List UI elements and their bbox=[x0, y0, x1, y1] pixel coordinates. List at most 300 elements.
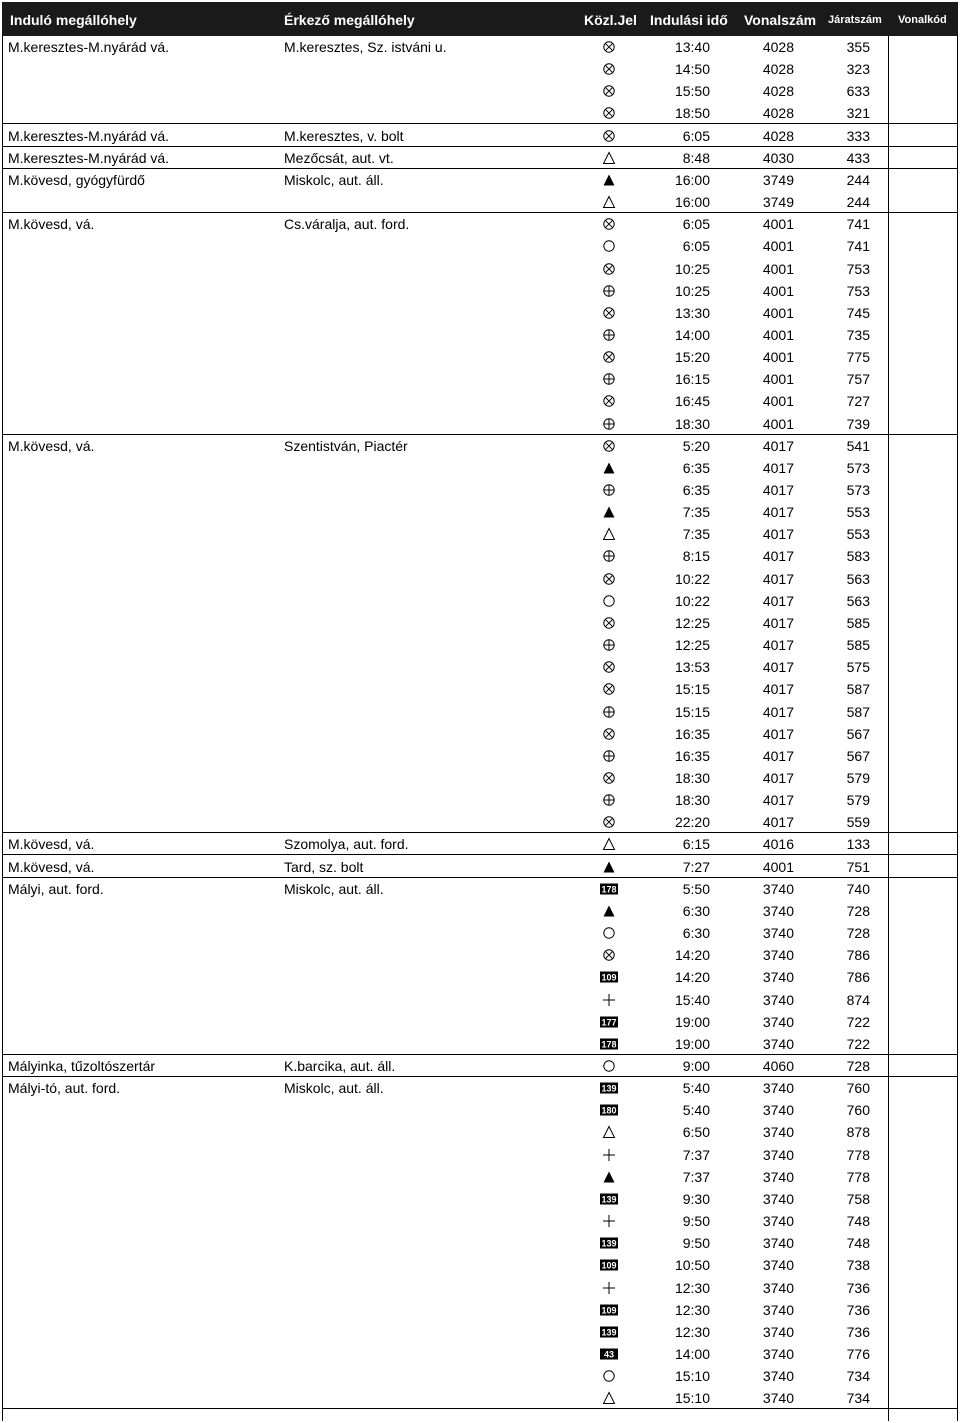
table-row bbox=[0, 767, 960, 789]
departure-time: 12:25 bbox=[674, 614, 710, 631]
trip-number: 559 bbox=[846, 814, 870, 831]
route-number: 4001 bbox=[762, 415, 794, 432]
route-number: 4001 bbox=[762, 858, 794, 875]
departure-time: 16:35 bbox=[674, 725, 710, 742]
table-header bbox=[2, 2, 958, 36]
table-row bbox=[0, 169, 960, 191]
route-number: 4001 bbox=[762, 349, 794, 366]
header-time: Indulási idő bbox=[650, 12, 728, 28]
svg-text:109: 109 bbox=[601, 1305, 617, 1316]
trip-number: 776 bbox=[846, 1345, 870, 1362]
trip-number: 573 bbox=[846, 459, 870, 476]
x-circle-icon bbox=[598, 659, 620, 675]
route-number: 3749 bbox=[762, 194, 794, 211]
trip-number: 736 bbox=[846, 1323, 870, 1340]
departure-time: 18:30 bbox=[674, 415, 710, 432]
departure-time: 10:50 bbox=[674, 1257, 710, 1274]
trip-number: 753 bbox=[846, 282, 870, 299]
table-row bbox=[0, 479, 960, 501]
trip-number: 760 bbox=[846, 1080, 870, 1097]
table-row bbox=[0, 833, 960, 855]
departure-time: 5:50 bbox=[682, 880, 710, 897]
departure-time: 5:20 bbox=[682, 437, 710, 454]
trip-number: 355 bbox=[846, 39, 870, 55]
table-row bbox=[0, 612, 960, 634]
departure-time: 6:50 bbox=[682, 1124, 710, 1141]
trip-number: 587 bbox=[846, 681, 870, 698]
trip-number: 736 bbox=[846, 1279, 870, 1296]
triangle-open-icon bbox=[598, 194, 620, 210]
departure-time: 14:50 bbox=[674, 61, 710, 78]
route-number: 3740 bbox=[762, 1168, 794, 1185]
trip-number: 778 bbox=[846, 1146, 870, 1163]
trip-number: 727 bbox=[846, 393, 870, 410]
x-circle-icon bbox=[598, 61, 620, 77]
table-row bbox=[0, 147, 960, 169]
departure-time: 5:40 bbox=[682, 1102, 710, 1119]
arrival-stop: Mezőcsát, aut. vt. bbox=[284, 149, 394, 166]
table-row bbox=[0, 390, 960, 412]
trip-number: 541 bbox=[846, 437, 870, 454]
trip-number: 748 bbox=[846, 1235, 870, 1252]
x-circle-icon bbox=[598, 615, 620, 631]
trip-number: 757 bbox=[846, 371, 870, 388]
route-number: 3740 bbox=[762, 1124, 794, 1141]
departure-time: 14:20 bbox=[674, 947, 710, 964]
departure-time: 7:35 bbox=[682, 504, 710, 521]
route-number: 3740 bbox=[762, 880, 794, 897]
table-row bbox=[0, 568, 960, 590]
departure-time: 9:30 bbox=[682, 1190, 710, 1207]
trip-number: 579 bbox=[846, 792, 870, 809]
route-number: 3740 bbox=[762, 1390, 794, 1407]
route-number: 3740 bbox=[762, 1323, 794, 1340]
table-row bbox=[0, 191, 960, 213]
table-row bbox=[0, 501, 960, 523]
departure-time: 8:15 bbox=[682, 548, 710, 565]
arrival-stop: Cs.váralja, aut. ford. bbox=[284, 216, 410, 233]
departure-stop: M.keresztes-M.nyárád vá. bbox=[8, 127, 170, 144]
trip-number: 740 bbox=[846, 880, 870, 897]
circle-icon bbox=[598, 925, 620, 941]
trip-number: 778 bbox=[846, 1168, 870, 1185]
table-row bbox=[0, 1077, 960, 1099]
circle-icon bbox=[598, 593, 620, 609]
triangle-open-icon bbox=[598, 526, 620, 542]
route-number: 4028 bbox=[762, 83, 794, 100]
departure-time: 10:22 bbox=[674, 570, 710, 587]
table-row bbox=[0, 634, 960, 656]
trip-number: 633 bbox=[846, 83, 870, 100]
departure-time: 6:15 bbox=[682, 836, 710, 853]
trip-number: 874 bbox=[846, 991, 870, 1008]
circle-icon bbox=[598, 1368, 620, 1384]
circle-icon bbox=[598, 1058, 620, 1074]
departure-stop: M.kövesd, gyógyfürdő bbox=[8, 171, 145, 188]
route-number: 4001 bbox=[762, 260, 794, 277]
departure-time: 15:20 bbox=[674, 349, 710, 366]
departure-time: 15:15 bbox=[674, 681, 710, 698]
trip-number: 587 bbox=[846, 703, 870, 720]
departure-time: 6:35 bbox=[682, 459, 710, 476]
trip-number: 745 bbox=[846, 304, 870, 321]
x-circle-icon bbox=[598, 105, 620, 121]
table-row bbox=[0, 125, 960, 147]
table-row bbox=[0, 1099, 960, 1121]
route-number: 3740 bbox=[762, 1080, 794, 1097]
route-number: 3740 bbox=[762, 1368, 794, 1385]
svg-text:139: 139 bbox=[601, 1083, 617, 1094]
trip-number: 878 bbox=[846, 1124, 870, 1141]
departure-time: 18:50 bbox=[674, 105, 710, 122]
route-number: 3740 bbox=[762, 1301, 794, 1318]
route-number: 4017 bbox=[762, 681, 794, 698]
header-to: Érkező megállóhely bbox=[284, 12, 415, 28]
departure-time: 15:40 bbox=[674, 991, 710, 1008]
departure-stop: M.kövesd, vá. bbox=[8, 216, 95, 233]
departure-time: 7:27 bbox=[682, 858, 710, 875]
x-circle-icon bbox=[598, 83, 620, 99]
table-row bbox=[0, 280, 960, 302]
route-number: 4030 bbox=[762, 149, 794, 166]
departure-time: 6:05 bbox=[682, 238, 710, 255]
departure-time: 15:10 bbox=[674, 1390, 710, 1407]
route-number: 3740 bbox=[762, 969, 794, 986]
route-number: 4017 bbox=[762, 459, 794, 476]
service-code-box-icon bbox=[598, 1257, 620, 1273]
route-number: 4028 bbox=[762, 61, 794, 78]
plus-circle-icon bbox=[598, 283, 620, 299]
circle-icon bbox=[598, 238, 620, 254]
table-row bbox=[0, 1210, 960, 1232]
departure-time: 7:35 bbox=[682, 526, 710, 543]
route-number: 4017 bbox=[762, 592, 794, 609]
trip-number: 786 bbox=[846, 947, 870, 964]
departure-time: 10:25 bbox=[674, 260, 710, 277]
departure-time: 12:30 bbox=[674, 1301, 710, 1318]
table-row bbox=[0, 324, 960, 346]
departure-time: 7:37 bbox=[682, 1168, 710, 1185]
table-row bbox=[0, 723, 960, 745]
trip-number: 775 bbox=[846, 349, 870, 366]
svg-text:109: 109 bbox=[601, 972, 617, 983]
trip-number: 736 bbox=[846, 1301, 870, 1318]
table-row bbox=[0, 811, 960, 833]
arrival-stop: Szentistván, Piactér bbox=[284, 437, 408, 454]
table-row bbox=[0, 922, 960, 944]
table-row bbox=[0, 80, 960, 102]
departure-time: 15:15 bbox=[674, 703, 710, 720]
departure-time: 6:30 bbox=[682, 902, 710, 919]
header-from: Induló megállóhely bbox=[10, 12, 137, 28]
departure-time: 8:48 bbox=[682, 149, 710, 166]
x-circle-icon bbox=[598, 571, 620, 587]
table-row bbox=[0, 213, 960, 235]
table-row bbox=[0, 1299, 960, 1321]
trip-number: 585 bbox=[846, 614, 870, 631]
departure-time: 16:00 bbox=[674, 171, 710, 188]
route-number: 3740 bbox=[762, 1102, 794, 1119]
route-number: 4017 bbox=[762, 482, 794, 499]
trip-number: 579 bbox=[846, 770, 870, 787]
trip-number: 741 bbox=[846, 238, 870, 255]
svg-text:178: 178 bbox=[601, 1039, 617, 1050]
trip-number: 728 bbox=[846, 925, 870, 942]
trip-number: 323 bbox=[846, 61, 870, 78]
trip-number: 553 bbox=[846, 526, 870, 543]
trip-number: 585 bbox=[846, 637, 870, 654]
table-row bbox=[0, 989, 960, 1011]
departure-time: 5:40 bbox=[682, 1080, 710, 1097]
table-row bbox=[0, 435, 960, 457]
arrival-stop: Miskolc, aut. áll. bbox=[284, 880, 384, 897]
arrival-stop: Tard, sz. bolt bbox=[284, 858, 364, 875]
table-row bbox=[0, 1144, 960, 1166]
route-number: 3740 bbox=[762, 947, 794, 964]
trip-number: 786 bbox=[846, 969, 870, 986]
route-number: 4001 bbox=[762, 304, 794, 321]
header-trip: Járatszám bbox=[828, 14, 882, 26]
departure-time: 16:00 bbox=[674, 194, 710, 211]
table-row bbox=[0, 1387, 960, 1409]
plus-circle-icon bbox=[598, 416, 620, 432]
route-number: 4017 bbox=[762, 703, 794, 720]
plus-circle-icon bbox=[598, 792, 620, 808]
table-row bbox=[0, 545, 960, 567]
trip-number: 734 bbox=[846, 1368, 870, 1385]
table-row bbox=[0, 1166, 960, 1188]
table-row bbox=[0, 1232, 960, 1254]
svg-text:139: 139 bbox=[601, 1238, 617, 1249]
route-number: 3740 bbox=[762, 1279, 794, 1296]
departure-stop: M.keresztes-M.nyárád vá. bbox=[8, 149, 170, 166]
departure-time: 19:00 bbox=[674, 1013, 710, 1030]
departure-stop: Mályinka, tűzoltószertár bbox=[8, 1057, 156, 1074]
plus-icon bbox=[598, 1213, 620, 1229]
trip-number: 722 bbox=[846, 1013, 870, 1030]
triangle-filled-icon bbox=[598, 172, 620, 188]
plus-circle-icon bbox=[598, 704, 620, 720]
service-code-box-icon bbox=[598, 1235, 620, 1251]
trip-number: 563 bbox=[846, 570, 870, 587]
table-row bbox=[0, 368, 960, 390]
plus-icon bbox=[598, 1280, 620, 1296]
trip-number: 734 bbox=[846, 1390, 870, 1407]
route-number: 3740 bbox=[762, 925, 794, 942]
trip-number: 738 bbox=[846, 1257, 870, 1274]
route-number: 4017 bbox=[762, 637, 794, 654]
svg-text:178: 178 bbox=[601, 884, 617, 895]
table-row bbox=[0, 1343, 960, 1365]
route-number: 4001 bbox=[762, 393, 794, 410]
trip-number: 321 bbox=[846, 105, 870, 122]
x-circle-icon bbox=[598, 681, 620, 697]
route-number: 4017 bbox=[762, 659, 794, 676]
triangle-filled-icon bbox=[598, 1169, 620, 1185]
table-row bbox=[0, 1277, 960, 1299]
table-row bbox=[0, 944, 960, 966]
trip-number: 748 bbox=[846, 1213, 870, 1230]
arrival-stop: Miskolc, aut. áll. bbox=[284, 1080, 384, 1097]
table-row bbox=[0, 1254, 960, 1276]
departure-time: 6:30 bbox=[682, 925, 710, 942]
plus-circle-icon bbox=[598, 482, 620, 498]
route-number: 4001 bbox=[762, 371, 794, 388]
plus-circle-icon bbox=[598, 637, 620, 653]
trip-number: 722 bbox=[846, 1035, 870, 1052]
service-code-box-icon bbox=[598, 969, 620, 985]
service-code-box-icon bbox=[598, 881, 620, 897]
table-row bbox=[0, 346, 960, 368]
x-circle-icon bbox=[598, 814, 620, 830]
arrival-stop: K.barcika, aut. áll. bbox=[284, 1057, 396, 1074]
departure-time: 9:50 bbox=[682, 1235, 710, 1252]
table-row bbox=[0, 789, 960, 811]
route-number: 4017 bbox=[762, 570, 794, 587]
departure-time: 15:50 bbox=[674, 83, 710, 100]
table-row bbox=[0, 523, 960, 545]
triangle-open-icon bbox=[598, 1390, 620, 1406]
service-code-box-icon bbox=[598, 1324, 620, 1340]
departure-time: 16:35 bbox=[674, 747, 710, 764]
departure-time: 6:05 bbox=[682, 216, 710, 233]
table-row bbox=[0, 590, 960, 612]
route-number: 4017 bbox=[762, 725, 794, 742]
trip-number: 244 bbox=[846, 171, 870, 188]
table-row bbox=[0, 701, 960, 723]
service-code-box-icon bbox=[598, 1080, 620, 1096]
x-circle-icon bbox=[598, 393, 620, 409]
departure-stop: Mályi, aut. ford. bbox=[8, 880, 104, 897]
departure-time: 10:25 bbox=[674, 282, 710, 299]
table-row bbox=[0, 878, 960, 900]
table-row bbox=[0, 58, 960, 80]
route-number: 3740 bbox=[762, 1257, 794, 1274]
route-number: 4028 bbox=[762, 39, 794, 55]
route-number: 3740 bbox=[762, 1190, 794, 1207]
table-row bbox=[0, 656, 960, 678]
service-code-box-icon bbox=[598, 1014, 620, 1030]
trip-number: 575 bbox=[846, 659, 870, 676]
route-number: 4017 bbox=[762, 437, 794, 454]
trip-number: 741 bbox=[846, 216, 870, 233]
route-number: 4017 bbox=[762, 548, 794, 565]
table-row bbox=[0, 1055, 960, 1077]
table-row bbox=[0, 1033, 960, 1055]
route-number: 3740 bbox=[762, 991, 794, 1008]
service-code-box-icon bbox=[598, 1346, 620, 1362]
x-circle-icon bbox=[598, 349, 620, 365]
departure-time: 12:30 bbox=[674, 1279, 710, 1296]
x-circle-icon bbox=[598, 39, 620, 55]
table-row bbox=[0, 413, 960, 435]
svg-text:139: 139 bbox=[601, 1327, 617, 1338]
plus-circle-icon bbox=[598, 548, 620, 564]
x-circle-icon bbox=[598, 261, 620, 277]
departure-time: 16:45 bbox=[674, 393, 710, 410]
route-number: 4060 bbox=[762, 1057, 794, 1074]
route-number: 3740 bbox=[762, 902, 794, 919]
departure-time: 12:25 bbox=[674, 637, 710, 654]
route-number: 4016 bbox=[762, 836, 794, 853]
route-number: 4017 bbox=[762, 614, 794, 631]
trip-number: 583 bbox=[846, 548, 870, 565]
header-route: Vonalszám bbox=[744, 12, 817, 28]
table-row bbox=[0, 1188, 960, 1210]
svg-text:177: 177 bbox=[601, 1017, 617, 1028]
svg-text:180: 180 bbox=[601, 1105, 617, 1116]
trip-number: 760 bbox=[846, 1102, 870, 1119]
triangle-filled-icon bbox=[598, 504, 620, 520]
table-row bbox=[0, 745, 960, 767]
table-row bbox=[0, 36, 960, 58]
plus-circle-icon bbox=[598, 371, 620, 387]
route-number: 4017 bbox=[762, 526, 794, 543]
svg-text:139: 139 bbox=[601, 1194, 617, 1205]
triangle-filled-icon bbox=[598, 859, 620, 875]
departure-time: 13:30 bbox=[674, 304, 710, 321]
table-row bbox=[0, 1321, 960, 1343]
trip-number: 758 bbox=[846, 1190, 870, 1207]
trip-number: 333 bbox=[846, 127, 870, 144]
departure-time: 7:37 bbox=[682, 1146, 710, 1163]
group-divider bbox=[2, 1408, 958, 1409]
plus-circle-icon bbox=[598, 748, 620, 764]
departure-time: 14:00 bbox=[674, 326, 710, 343]
departure-time: 16:15 bbox=[674, 371, 710, 388]
route-number: 4028 bbox=[762, 105, 794, 122]
service-code-box-icon bbox=[598, 1102, 620, 1118]
departure-stop: M.kövesd, vá. bbox=[8, 836, 95, 853]
trip-number: 553 bbox=[846, 504, 870, 521]
departure-time: 13:40 bbox=[674, 39, 710, 55]
trip-number: 739 bbox=[846, 415, 870, 432]
trip-number: 735 bbox=[846, 326, 870, 343]
departure-time: 6:35 bbox=[682, 482, 710, 499]
trip-number: 433 bbox=[846, 149, 870, 166]
trip-number: 728 bbox=[846, 902, 870, 919]
departure-stop: M.kövesd, vá. bbox=[8, 437, 95, 454]
trip-number: 753 bbox=[846, 260, 870, 277]
trip-number: 244 bbox=[846, 194, 870, 211]
departure-time: 22:20 bbox=[674, 814, 710, 831]
route-number: 3740 bbox=[762, 1235, 794, 1252]
x-circle-icon bbox=[598, 947, 620, 963]
route-number: 4028 bbox=[762, 127, 794, 144]
trip-number: 563 bbox=[846, 592, 870, 609]
departure-time: 14:00 bbox=[674, 1345, 710, 1362]
arrival-stop: Miskolc, aut. áll. bbox=[284, 171, 384, 188]
plus-icon bbox=[598, 1147, 620, 1163]
departure-stop: Mályi-tó, aut. ford. bbox=[8, 1080, 121, 1097]
x-circle-icon bbox=[598, 438, 620, 454]
departure-time: 10:22 bbox=[674, 592, 710, 609]
departure-time: 13:53 bbox=[674, 659, 710, 676]
trip-number: 567 bbox=[846, 725, 870, 742]
table-row bbox=[0, 258, 960, 280]
departure-time: 19:00 bbox=[674, 1035, 710, 1052]
route-number: 4001 bbox=[762, 326, 794, 343]
route-number: 3740 bbox=[762, 1213, 794, 1230]
triangle-open-icon bbox=[598, 150, 620, 166]
header-code: Vonalkód bbox=[898, 14, 947, 26]
departure-stop: M.keresztes-M.nyárád vá. bbox=[8, 39, 170, 55]
x-circle-icon bbox=[598, 128, 620, 144]
departure-time: 14:20 bbox=[674, 969, 710, 986]
table-row bbox=[0, 856, 960, 878]
plus-icon bbox=[598, 992, 620, 1008]
x-circle-icon bbox=[598, 770, 620, 786]
